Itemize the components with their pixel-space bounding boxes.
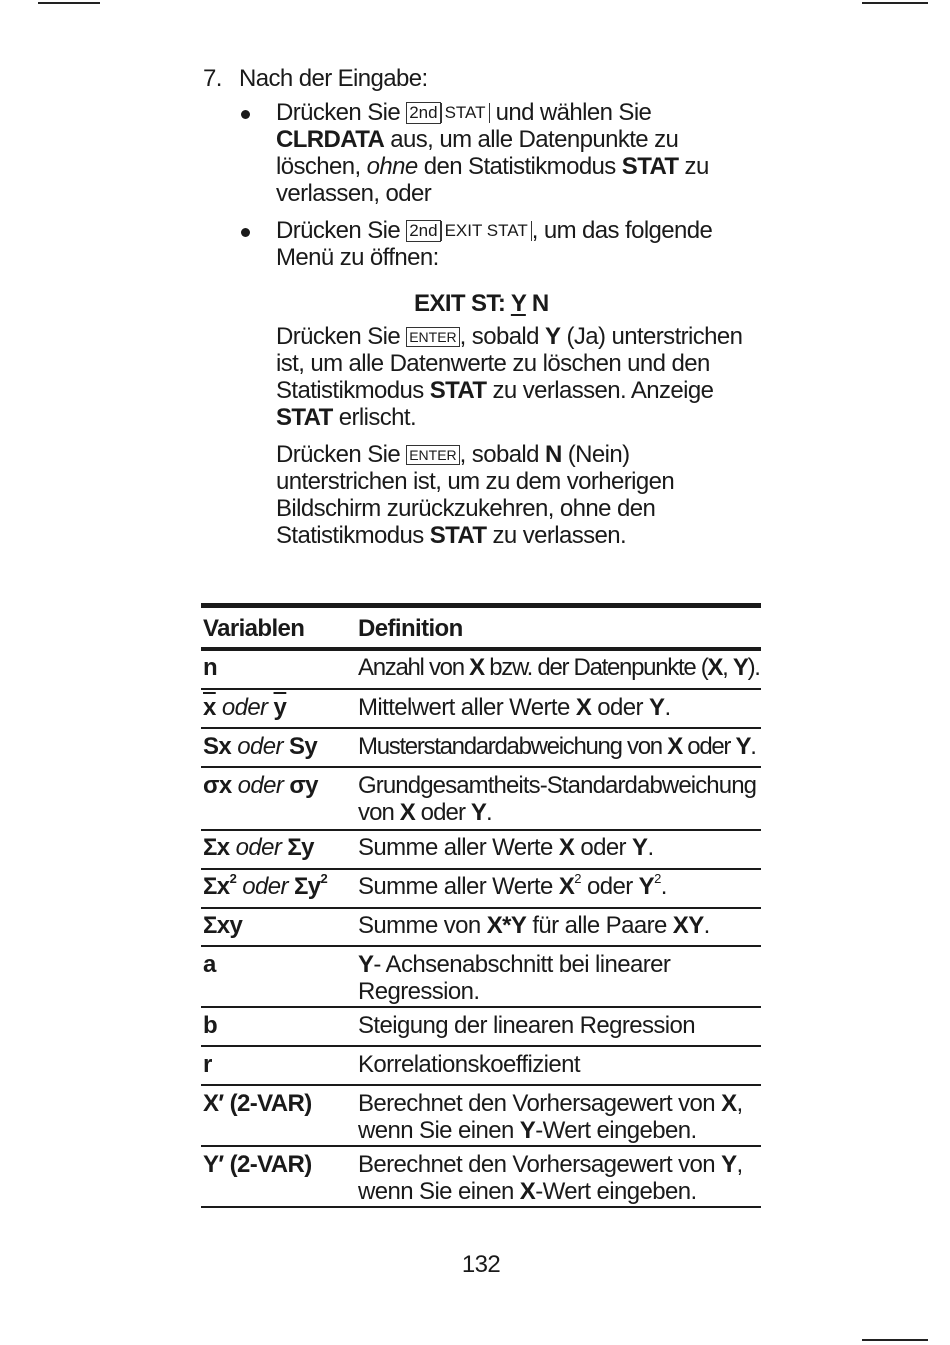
- bullet-dot: [241, 110, 250, 119]
- step-text: Nach der Eingabe:: [239, 65, 428, 92]
- bullet-dot: [241, 228, 250, 237]
- bullet-text: Drücken Sie 2nd STAT und wählen Sie CLRDATA aus, um alle Datenpunkte zu löschen, ohne den Statistikmodus STAT zu verlassen, oder: [276, 99, 709, 207]
- row-rule: [201, 868, 761, 870]
- paragraph-no: Drücken Sie ENTER , sobald N (Nein) unterstrichen ist, um zu dem vorherigen Bildschirm zurückzukehren, ohne den Statistikmodus STAT zu verlassen.: [276, 441, 675, 549]
- key-exit-stat: EXIT STAT: [441, 221, 532, 241]
- crop-mark-bottom-right: [862, 1339, 928, 1341]
- page-number: 132: [461, 1251, 501, 1278]
- table-header-rule: [201, 647, 761, 651]
- step-number: 7.: [203, 65, 222, 92]
- row-rule: [201, 1045, 761, 1047]
- bullet-text: Drücken Sie 2nd EXIT STAT , um das folgende Menü zu öffnen:: [276, 217, 713, 271]
- row-rule: [201, 907, 761, 909]
- row-rule: [201, 766, 761, 768]
- menu-option-no: N: [525, 290, 549, 317]
- crop-mark-top-right: [862, 2, 928, 4]
- key-2nd: 2nd: [406, 220, 440, 242]
- key-stat: STAT: [441, 103, 490, 123]
- key-enter: ENTER: [406, 445, 459, 465]
- table-bottom-rule: [201, 1206, 761, 1208]
- row-rule: [201, 829, 761, 831]
- row-rule: [201, 1145, 761, 1147]
- menu-option-yes: Y: [510, 290, 526, 317]
- table-top-rule: [201, 603, 761, 608]
- crop-mark-top-left: [38, 2, 100, 4]
- step-heading: [203, 65, 428, 92]
- exit-stat-menu: EXIT ST: Y N: [414, 290, 549, 317]
- header-variablen: Variablen: [203, 615, 305, 642]
- header-definition: Definition: [358, 615, 463, 642]
- key-enter: ENTER: [406, 327, 459, 347]
- row-rule: [201, 945, 761, 947]
- row-rule: [201, 727, 761, 729]
- paragraph-yes: Drücken Sie ENTER , sobald Y (Ja) unterstrichen ist, um alle Datenwerte zu löschen und den Statistikmodus STAT zu verlassen. Anzeige STAT erlischt.: [276, 323, 743, 431]
- key-2nd: 2nd: [406, 102, 440, 124]
- row-rule: [201, 688, 761, 690]
- row-rule: [201, 1084, 761, 1086]
- row-rule: [201, 1006, 761, 1008]
